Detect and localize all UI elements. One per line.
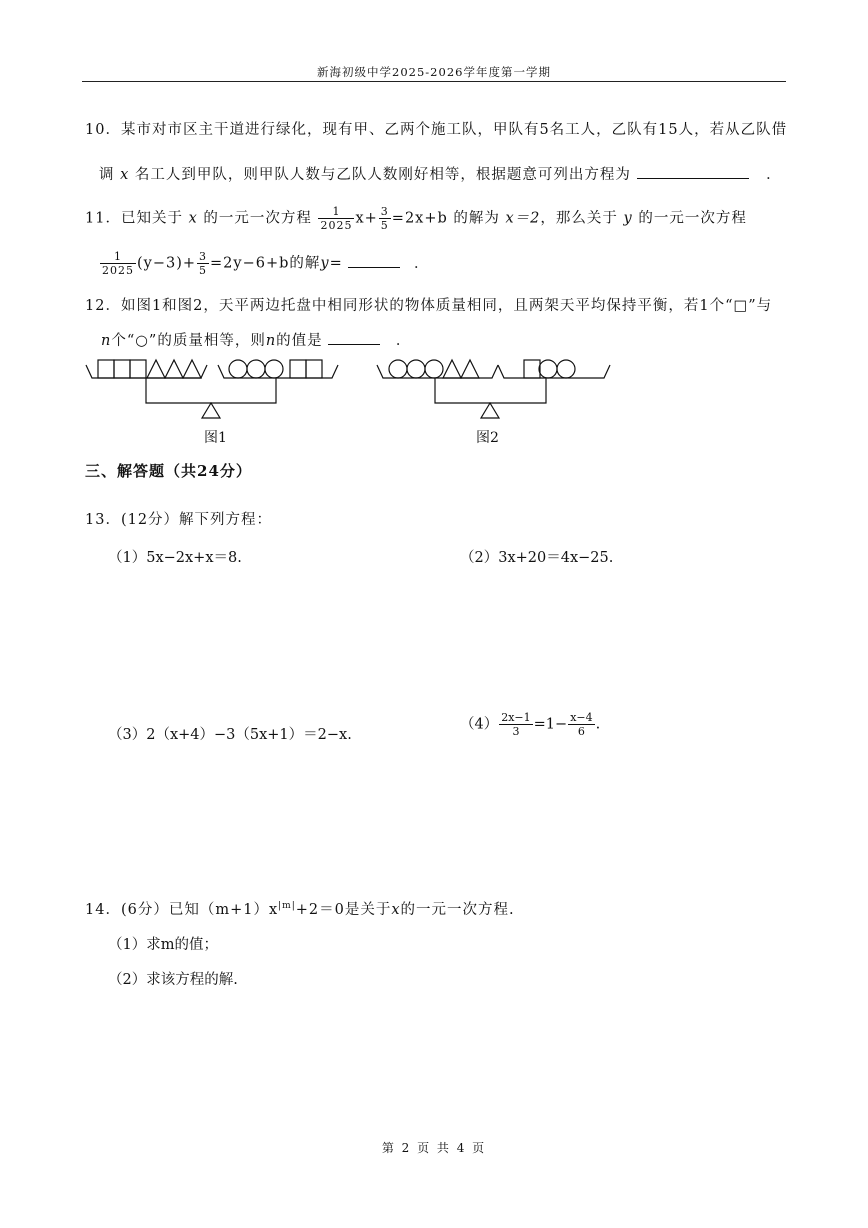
q13-title: 13．(12分）解下列方程： [85,512,273,528]
q11-answer-blank[interactable] [348,253,400,268]
q14-var-x: x [391,902,401,918]
frac-num: 1 [332,205,341,218]
q11-mid3: ，那么关于 [540,210,618,227]
q11-eq1-b: =2x+b [391,210,448,227]
frac-den: 6 [568,724,594,738]
fig1-label: 图1 [204,430,227,446]
fig2-beam [435,378,546,418]
q10-line2 [99,163,782,184]
q11-mid4: 的一元一次方程 [638,210,747,227]
q11-line2 [99,250,429,277]
frac-den: 2025 [102,264,134,277]
q12-var-n: n [101,333,112,349]
q11-solution: x＝2 [505,210,541,227]
q10-answer-blank[interactable] [637,164,749,179]
q13-p4-mid: =1− [533,716,568,733]
q14-title-a: 14．(6分）已知（m+1）x [85,902,279,918]
fig2-label: 图2 [476,430,499,446]
q11-var-x: x [188,210,198,227]
frac-num: 3 [199,250,208,263]
q14-part1: （1）求m的值； [108,937,218,953]
page-footer: 第 2 页 共 4 页 [381,1141,487,1155]
q12-end: ． [395,333,412,349]
q12-line2-a: 个“○”的质量相等，则 [111,333,266,349]
q14-title-b: +2＝0是关于 [295,902,392,918]
q12-answer-blank[interactable] [328,330,380,345]
q12-var-n2: n [265,333,277,349]
q11-var-y: y [623,210,633,227]
frac-num: 3 [380,205,389,218]
q12-line2 [101,329,411,350]
q14-part2: （2）求该方程的解. [108,972,238,988]
fig2-left-pan [377,360,498,378]
q11-eq2-b: =2y−6+b [210,255,290,272]
q11-frac3 [100,250,136,277]
frac-num: 1 [114,250,122,263]
q13-part2: （2）3x+20＝4x−25. [460,550,614,566]
q11-frac4 [197,250,209,277]
fig1-left-pan [86,360,207,378]
frac-den: 5 [199,264,208,277]
frac-den: 2025 [320,219,353,232]
q11-ask: 的解 [289,255,321,272]
q14-title [85,898,515,919]
fig1-right-pan [218,360,338,378]
q13-part4 [460,711,600,738]
q10-line2-b: 名工人到甲队，则甲队人数与乙队人数刚好相等，根据题意可列出方程为 [134,167,631,183]
q11-ask-var: y= [320,255,343,272]
fig1-beam [146,378,276,418]
frac-num: x−4 [570,711,593,724]
balance-figures [80,350,620,450]
q11-line1 [85,205,747,232]
q10-line2-a: 调 [99,167,115,183]
q10-end: ． [766,167,782,183]
q14-exponent: |m| [278,901,296,912]
q13-p4-frac1 [499,711,532,738]
q10-var-x: x [120,167,130,183]
q13-part1: （1）5x−2x+x＝8. [108,550,242,566]
q11-eq2-a: (y−3)+ [137,255,197,272]
q12-line1: 12．如图1和图2，天平两边托盘中相同形状的物体质量相同，且两架天平均保持平衡，若1个“□”与 [85,298,773,314]
q12-line2-b: 的值是 [276,333,323,349]
frac-den: 5 [380,219,389,232]
q11-frac1 [318,205,354,232]
q13-p4-end: . [595,716,601,733]
q13-part3: （3）2（x+4）−3（5x+1）＝2−x. [108,727,352,743]
q11-eq1-a: x+ [355,210,378,227]
q11-mid1: 的一元一次方程 [203,210,312,227]
q11-end: ． [413,255,430,272]
q11-mid2: 的解为 [453,210,500,227]
page-header: 新海初级中学2025-2026学年度第一学期 [317,65,551,79]
section-title: 三、解答题（共24分） [85,462,252,480]
frac-den: 3 [499,724,532,738]
fig2-right-pan [498,360,610,378]
header-rule [82,81,786,82]
q14-title-c: 的一元一次方程. [400,902,515,918]
q11-frac2 [379,205,391,232]
q13-p4-frac2 [568,711,594,738]
q13-p4-lead: （4） [460,716,499,733]
q10-line1: 10．某市对市区主干道进行绿化，现有甲、乙两个施工队，甲队有5名工人，乙队有15人，若从乙队借 [85,122,788,138]
frac-num: 2x−1 [501,711,531,724]
q11-lead: 11．已知关于 [85,210,183,227]
